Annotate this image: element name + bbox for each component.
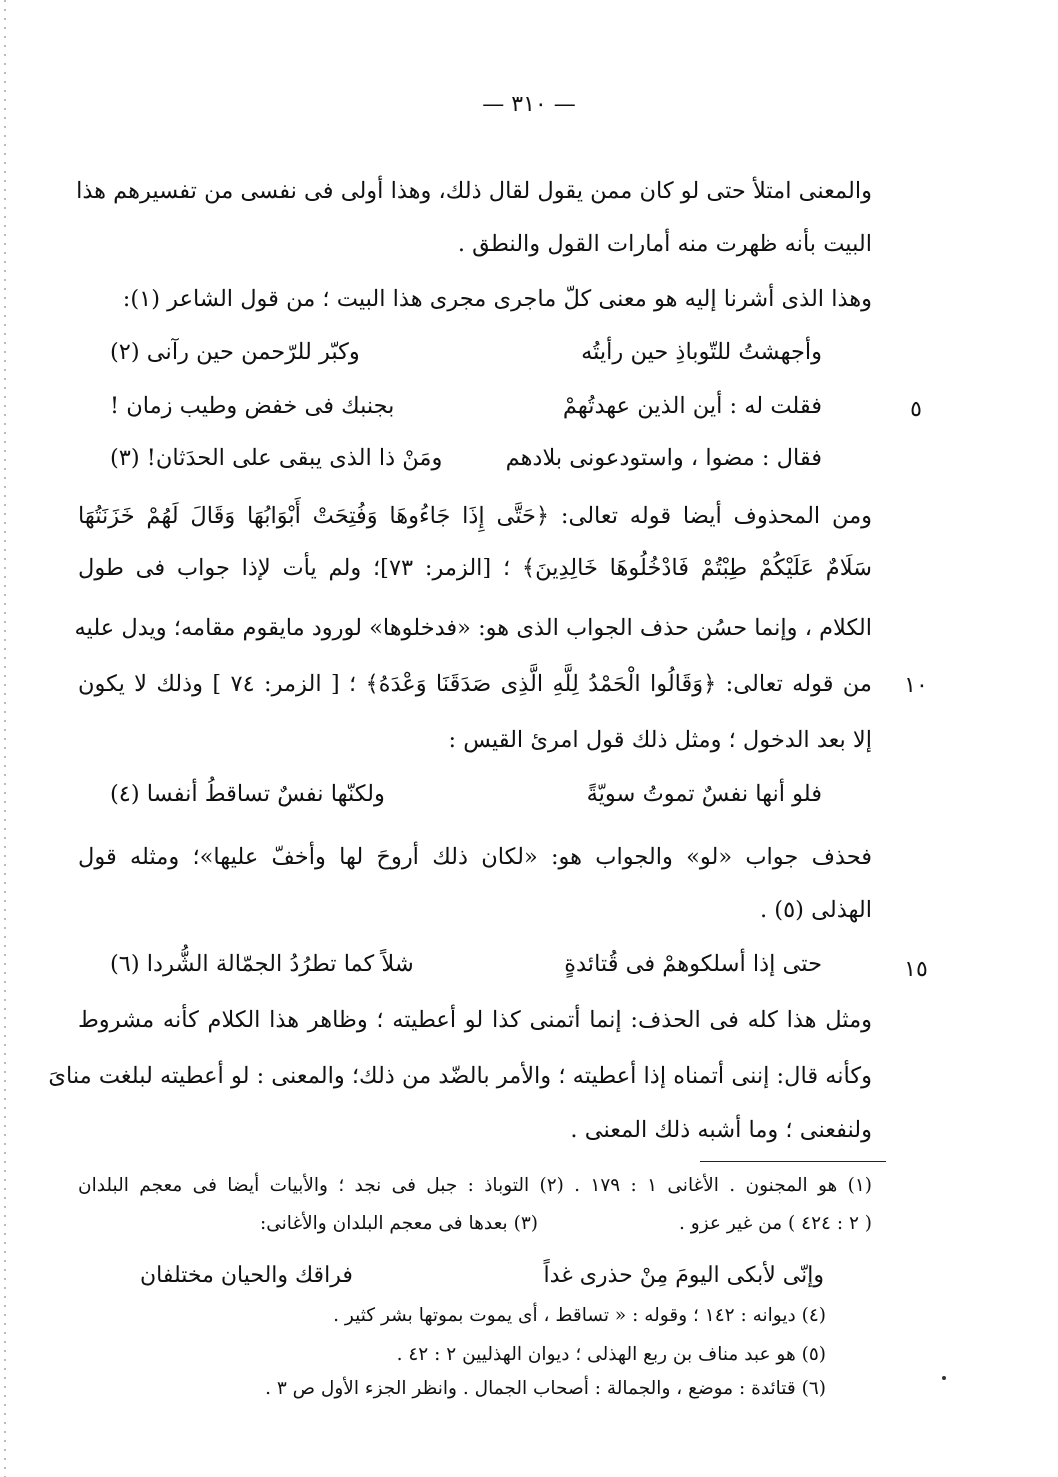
verse-hemistich: ولكنّها نفسٌ تساقطُ أنفسا (٤) — [110, 781, 385, 807]
footnote-separator — [700, 1161, 886, 1162]
verse-hemistich: وإنّى لأبكى اليومَ مِنْ حذرى غداً — [543, 1263, 824, 1288]
paragraph-line: ومثل هذا كله فى الحذف: إنما أتمنى كذا لو أعطيته ؛ وظاهر هذا الكلام كأنه مشروط — [78, 1007, 872, 1033]
paragraph-line: سَلَامٌ عَلَيْكُمْ طِبْتُمْ فَادْخُلُوهَا خَالِدِينَ﴾ ؛ [الزمر: ٧٣]؛ ولم يأت لإذا جواب فى طول — [78, 555, 872, 581]
paragraph-line: الهذلى (٥) . — [759, 897, 872, 923]
paragraph-line: إلا بعد الدخول ؛ ومثل ذلك قول امرئ القيس : — [448, 727, 872, 753]
footnote-line — [260, 1208, 872, 1240]
scan-speck — [942, 1376, 946, 1380]
scan-margin-dots — [4, 0, 6, 1477]
footnote-line: (١) هو المجنون . الأغانى ١ : ١٧٩ . (٢) التوباذ : جبل فى نجد ؛ والأبيات أيضا فى معجم البلدان — [78, 1175, 872, 1196]
verse-line — [110, 436, 822, 480]
paragraph-line: ومن المحذوف أيضا قوله تعالى: ﴿حَتَّى إِذَا جَاءُوهَا وَفُتِحَتْ أَبْوَابُهَا وَقَالَ لَهُمْ خَزَنَتُهَا — [78, 503, 872, 529]
verse-hemistich: فلو أنها نفسٌ تموتُ سويّةً — [586, 781, 822, 807]
footnote-line: (٦) قتائدة : موضع ، والجمالة : أصحاب الجمال . وانظر الجزء الأول ص ٣ . — [265, 1378, 826, 1399]
verse-hemistich: ومَنْ ذا الذى يبقى على الحدَثان! (٣) — [110, 445, 443, 471]
verse-hemistich: بجنبك فى خفض وطيب زمان ! — [110, 393, 395, 419]
footnote-line: (٤) ديوانه : ١٤٢ ؛ وقوله : « تساقط ، أى يموت بموتها بشر كثير . — [333, 1305, 826, 1326]
paragraph-line: ولنفعنى ؛ وما أشبه ذلك المعنى . — [570, 1117, 872, 1143]
paragraph-line: البيت بأنه ظهرت منه أمارات القول والنطق . — [457, 231, 872, 257]
footnote-text: (٣) بعدها فى معجم البلدان والأغانى: — [260, 1213, 538, 1234]
verse-line — [110, 942, 822, 986]
verse-line — [110, 330, 822, 374]
verse-hemistich: شلاً كما تطرُدُ الجمّالة الشُّردا (٦) — [110, 951, 414, 977]
footnote-verse — [140, 1254, 824, 1298]
verse-hemistich: وكبّر للرّحمن حين رآنى (٢) — [110, 339, 360, 365]
page-number: — ٣١٠ — — [482, 92, 576, 117]
verse-hemistich: فقلت له : أين الذين عهدتُهمْ — [562, 393, 822, 419]
footnote-line: (٥) هو عبد مناف بن ربع الهذلى ؛ ديوان الهذليين ٢ : ٤٢ . — [396, 1344, 826, 1365]
verse-hemistich: فقال : مضوا ، واستودعونى بلادهم — [505, 445, 822, 471]
footnote-text: ( ٢ : ٤٢٤ ) من غير عزو . — [679, 1213, 872, 1234]
paragraph-line: فحذف جواب «لو» والجواب هو: «لكان ذلك أروحَ لها وأخفّ عليها»؛ ومثله قول — [78, 844, 872, 870]
verse-hemistich: وأجهشتُ للتّوباذِ حين رأيتُه — [581, 339, 822, 365]
paragraph-line: والمعنى امتلأ حتى لو كان ممن يقول لقال ذلك، وهذا أولى فى نفسى من تفسيرهم هذا — [76, 178, 872, 204]
line-number: ١٥ — [904, 957, 928, 982]
paragraph-line: من قوله تعالى: ﴿وَقَالُوا الْحَمْدُ لِلَّهِ الَّذِى صَدَقَنَا وَعْدَهُ﴾ ؛ [ الزمر: ٧٤ ] وذلك لا يكون — [78, 671, 872, 697]
verse-line — [110, 384, 822, 428]
paragraph-line: الكلام ، وإنما حسُن حذف الجواب الذى هو: «فدخلوها» لورود مايقوم مقامه؛ ويدل عليه — [74, 615, 872, 641]
line-number: ١٠ — [904, 673, 928, 698]
paragraph-line: وهذا الذى أشرنا إليه هو معنى كلّ ماجرى مجرى هذا البيت ؛ من قول الشاعر (١): — [122, 286, 872, 312]
verse-hemistich: فراقك والحيان مختلفان — [140, 1263, 353, 1288]
verse-hemistich: حتى إذا أسلكوهمْ فى قُتائدةٍ — [564, 951, 822, 977]
paragraph-line: وكأنه قال: إننى أتمناه إذا أعطيته ؛ والأمر بالضّد من ذلك؛ والمعنى : لو أعطيته لبلغت مناىَ — [48, 1063, 872, 1089]
line-number: ٥ — [910, 397, 922, 422]
verse-line — [110, 772, 822, 816]
